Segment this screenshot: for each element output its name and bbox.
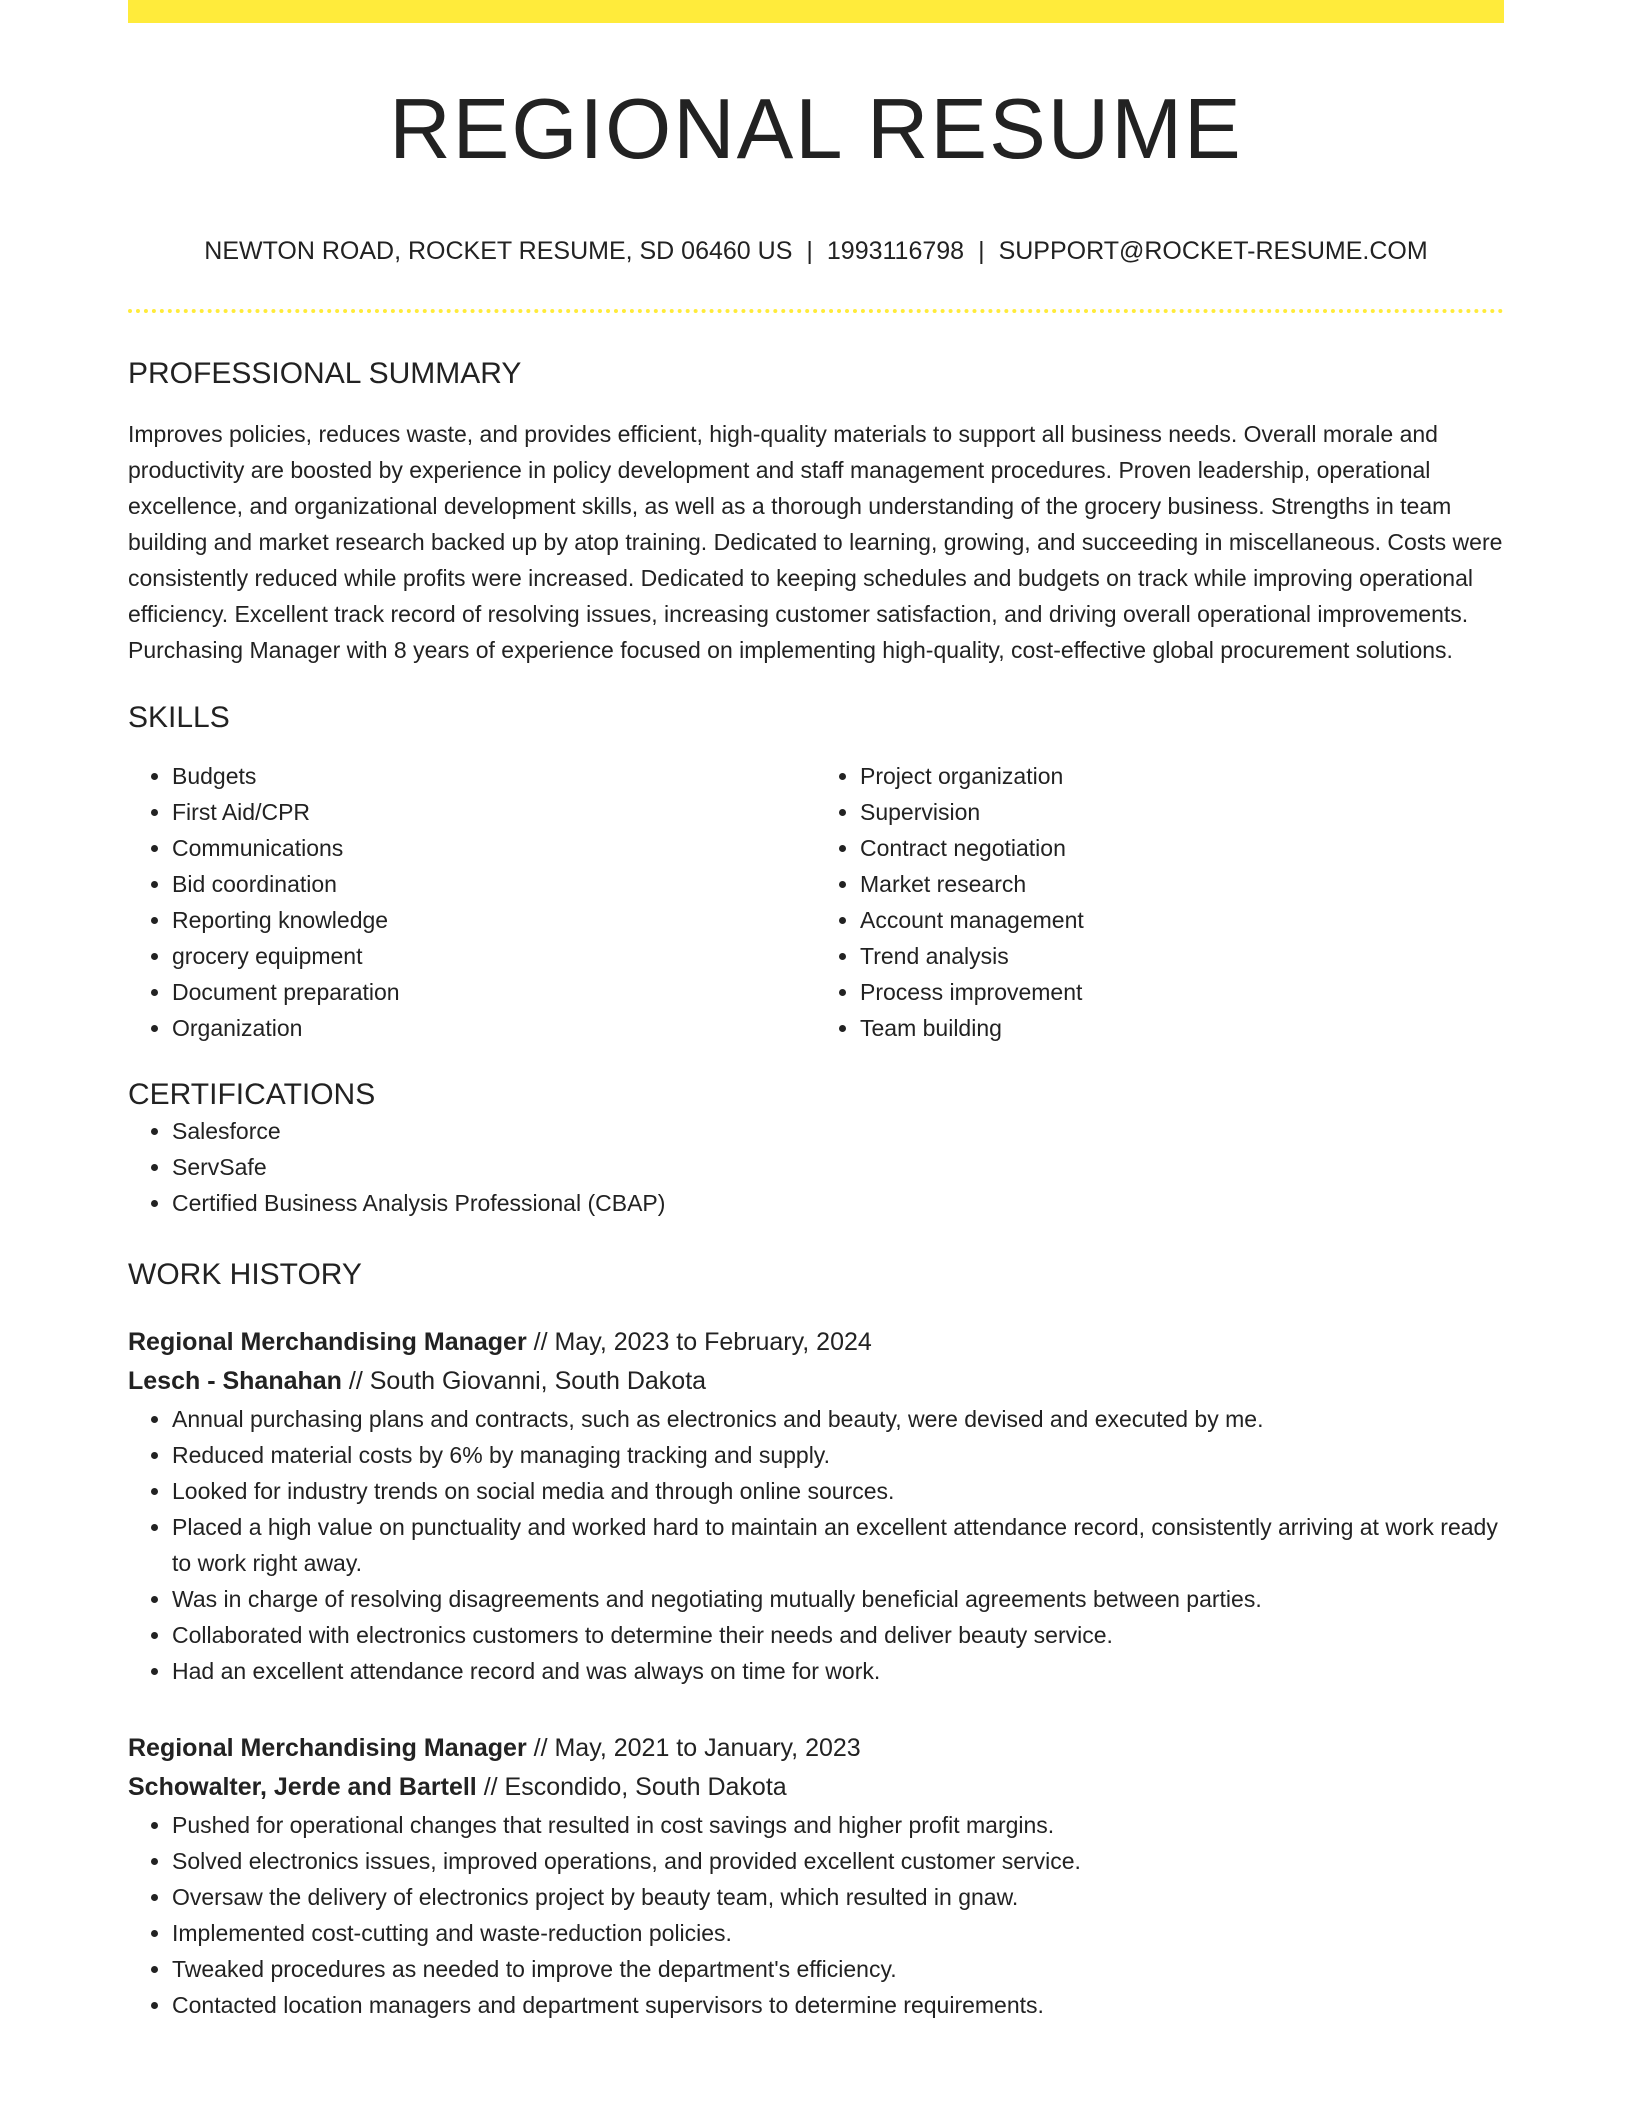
- job-bullet: • Contacted location managers and department supervisors to determine requirements.: [172, 1987, 1504, 2023]
- skills-list-right: [816, 758, 1504, 1046]
- certifications-list: [128, 1113, 1504, 1221]
- skill-item: • Trend analysis: [860, 938, 1504, 974]
- skill-item: • Process improvement: [860, 974, 1504, 1010]
- job-bullet: • Collaborated with electronics customers to determine their needs and deliver beauty service.: [172, 1617, 1504, 1653]
- job-bullet: • Solved electronics issues, improved operations, and provided excellent customer service.: [172, 1843, 1504, 1879]
- certification-item: • ServSafe: [172, 1149, 1504, 1185]
- work-history-heading: WORK HISTORY: [128, 1258, 362, 1291]
- skill-item: • Organization: [172, 1010, 816, 1046]
- contact-line: [128, 235, 1504, 267]
- skills-grid: [128, 758, 1504, 1046]
- job-bullet: • Looked for industry trends on social media and through online sources.: [172, 1473, 1504, 1509]
- job-bullet: • Had an excellent attendance record and was always on time for work.: [172, 1653, 1504, 1689]
- summary-heading: PROFESSIONAL SUMMARY: [128, 357, 522, 390]
- certification-item: • Certified Business Analysis Professional (CBAP): [172, 1185, 1504, 1221]
- skill-item: • Supervision: [860, 794, 1504, 830]
- job-dates: // May, 2023 to February, 2024: [526, 1328, 872, 1356]
- job-bullet: • Implemented cost-cutting and waste-reduction policies.: [172, 1915, 1504, 1951]
- job-bullet: • Placed a high value on punctuality and worked hard to maintain an excellent attendance record, consistently arriving at work ready to work right away.: [172, 1509, 1504, 1581]
- skill-item: • Team building: [860, 1010, 1504, 1046]
- skills-heading: SKILLS: [128, 701, 230, 734]
- job-entry: [128, 1323, 1504, 1689]
- contact-address: NEWTON ROAD, ROCKET RESUME, SD 06460 US: [204, 237, 793, 265]
- header-divider: [128, 309, 1504, 313]
- job-role: Regional Merchandising Manager: [128, 1328, 527, 1356]
- contact-separator: |: [806, 237, 813, 265]
- job-bullet: • Was in charge of resolving disagreements and negotiating mutually beneficial agreements between parties.: [172, 1581, 1504, 1617]
- job-bullet: • Reduced material costs by 6% by managing tracking and supply.: [172, 1437, 1504, 1473]
- job-dates: // May, 2021 to January, 2023: [526, 1734, 861, 1762]
- job-bullet: • Oversaw the delivery of electronics project by beauty team, which resulted in gnaw.: [172, 1879, 1504, 1915]
- job-location: // Escondido, South Dakota: [476, 1773, 787, 1801]
- skill-item: • Project organization: [860, 758, 1504, 794]
- job-role-line: [128, 1323, 1504, 1362]
- job-bullet: • Pushed for operational changes that resulted in cost savings and higher profit margins.: [172, 1807, 1504, 1843]
- skill-item: • Contract negotiation: [860, 830, 1504, 866]
- job-company-line: [128, 1768, 1504, 1807]
- skill-item: • Account management: [860, 902, 1504, 938]
- job-bullet: • Tweaked procedures as needed to improve the department's efficiency.: [172, 1951, 1504, 1987]
- skill-item: • First Aid/CPR: [172, 794, 816, 830]
- skills-list-left: [128, 758, 816, 1046]
- resume-content: [128, 0, 1504, 2023]
- job-bullets: [128, 1401, 1504, 1689]
- job-company: Schowalter, Jerde and Bartell: [128, 1773, 477, 1801]
- job-bullets: [128, 1807, 1504, 2023]
- skill-item: • Budgets: [172, 758, 816, 794]
- job-role-line: [128, 1729, 1504, 1768]
- contact-separator: |: [978, 237, 985, 265]
- job-role: Regional Merchandising Manager: [128, 1734, 527, 1762]
- skill-item: • grocery equipment: [172, 938, 816, 974]
- job-company: Lesch - Shanahan: [128, 1367, 342, 1395]
- contact-email: SUPPORT@ROCKET-RESUME.COM: [998, 237, 1428, 265]
- skill-item: • Communications: [172, 830, 816, 866]
- summary-text: Improves policies, reduces waste, and provides efficient, high-quality materials to support all business needs. Overall morale and productivity are boosted by experience in policy development and staff management procedures. Proven leadership, operational excellence, and organizational development skills, as well as a thorough understanding of the grocery business. Strengths in team building and market research backed up by atop training. Dedicated to learning, growing, and succeeding in miscellaneous. Costs were consistently reduced while profits were increased. Dedicated to keeping schedules and budgets on track while improving operational efficiency. Excellent track record of resolving issues, increasing customer satisfaction, and driving overall operational improvements. Purchasing Manager with 8 years of experience focused on implementing high-quality, cost-effective global procurement solutions.: [128, 421, 1503, 663]
- certifications-heading: CERTIFICATIONS: [128, 1078, 376, 1111]
- job-bullet: • Annual purchasing plans and contracts, such as electronics and beauty, were devised and executed by me.: [172, 1401, 1504, 1437]
- skill-item: • Reporting knowledge: [172, 902, 816, 938]
- certification-item: • Salesforce: [172, 1113, 1504, 1149]
- skill-item: • Document preparation: [172, 974, 816, 1010]
- skill-item: • Market research: [860, 866, 1504, 902]
- resume-name: REGIONAL RESUME: [389, 82, 1243, 177]
- job-entry: [128, 1729, 1504, 2023]
- skill-item: • Bid coordination: [172, 866, 816, 902]
- contact-phone: 1993116798: [826, 237, 965, 265]
- job-company-line: [128, 1362, 1504, 1401]
- job-location: // South Giovanni, South Dakota: [341, 1367, 707, 1395]
